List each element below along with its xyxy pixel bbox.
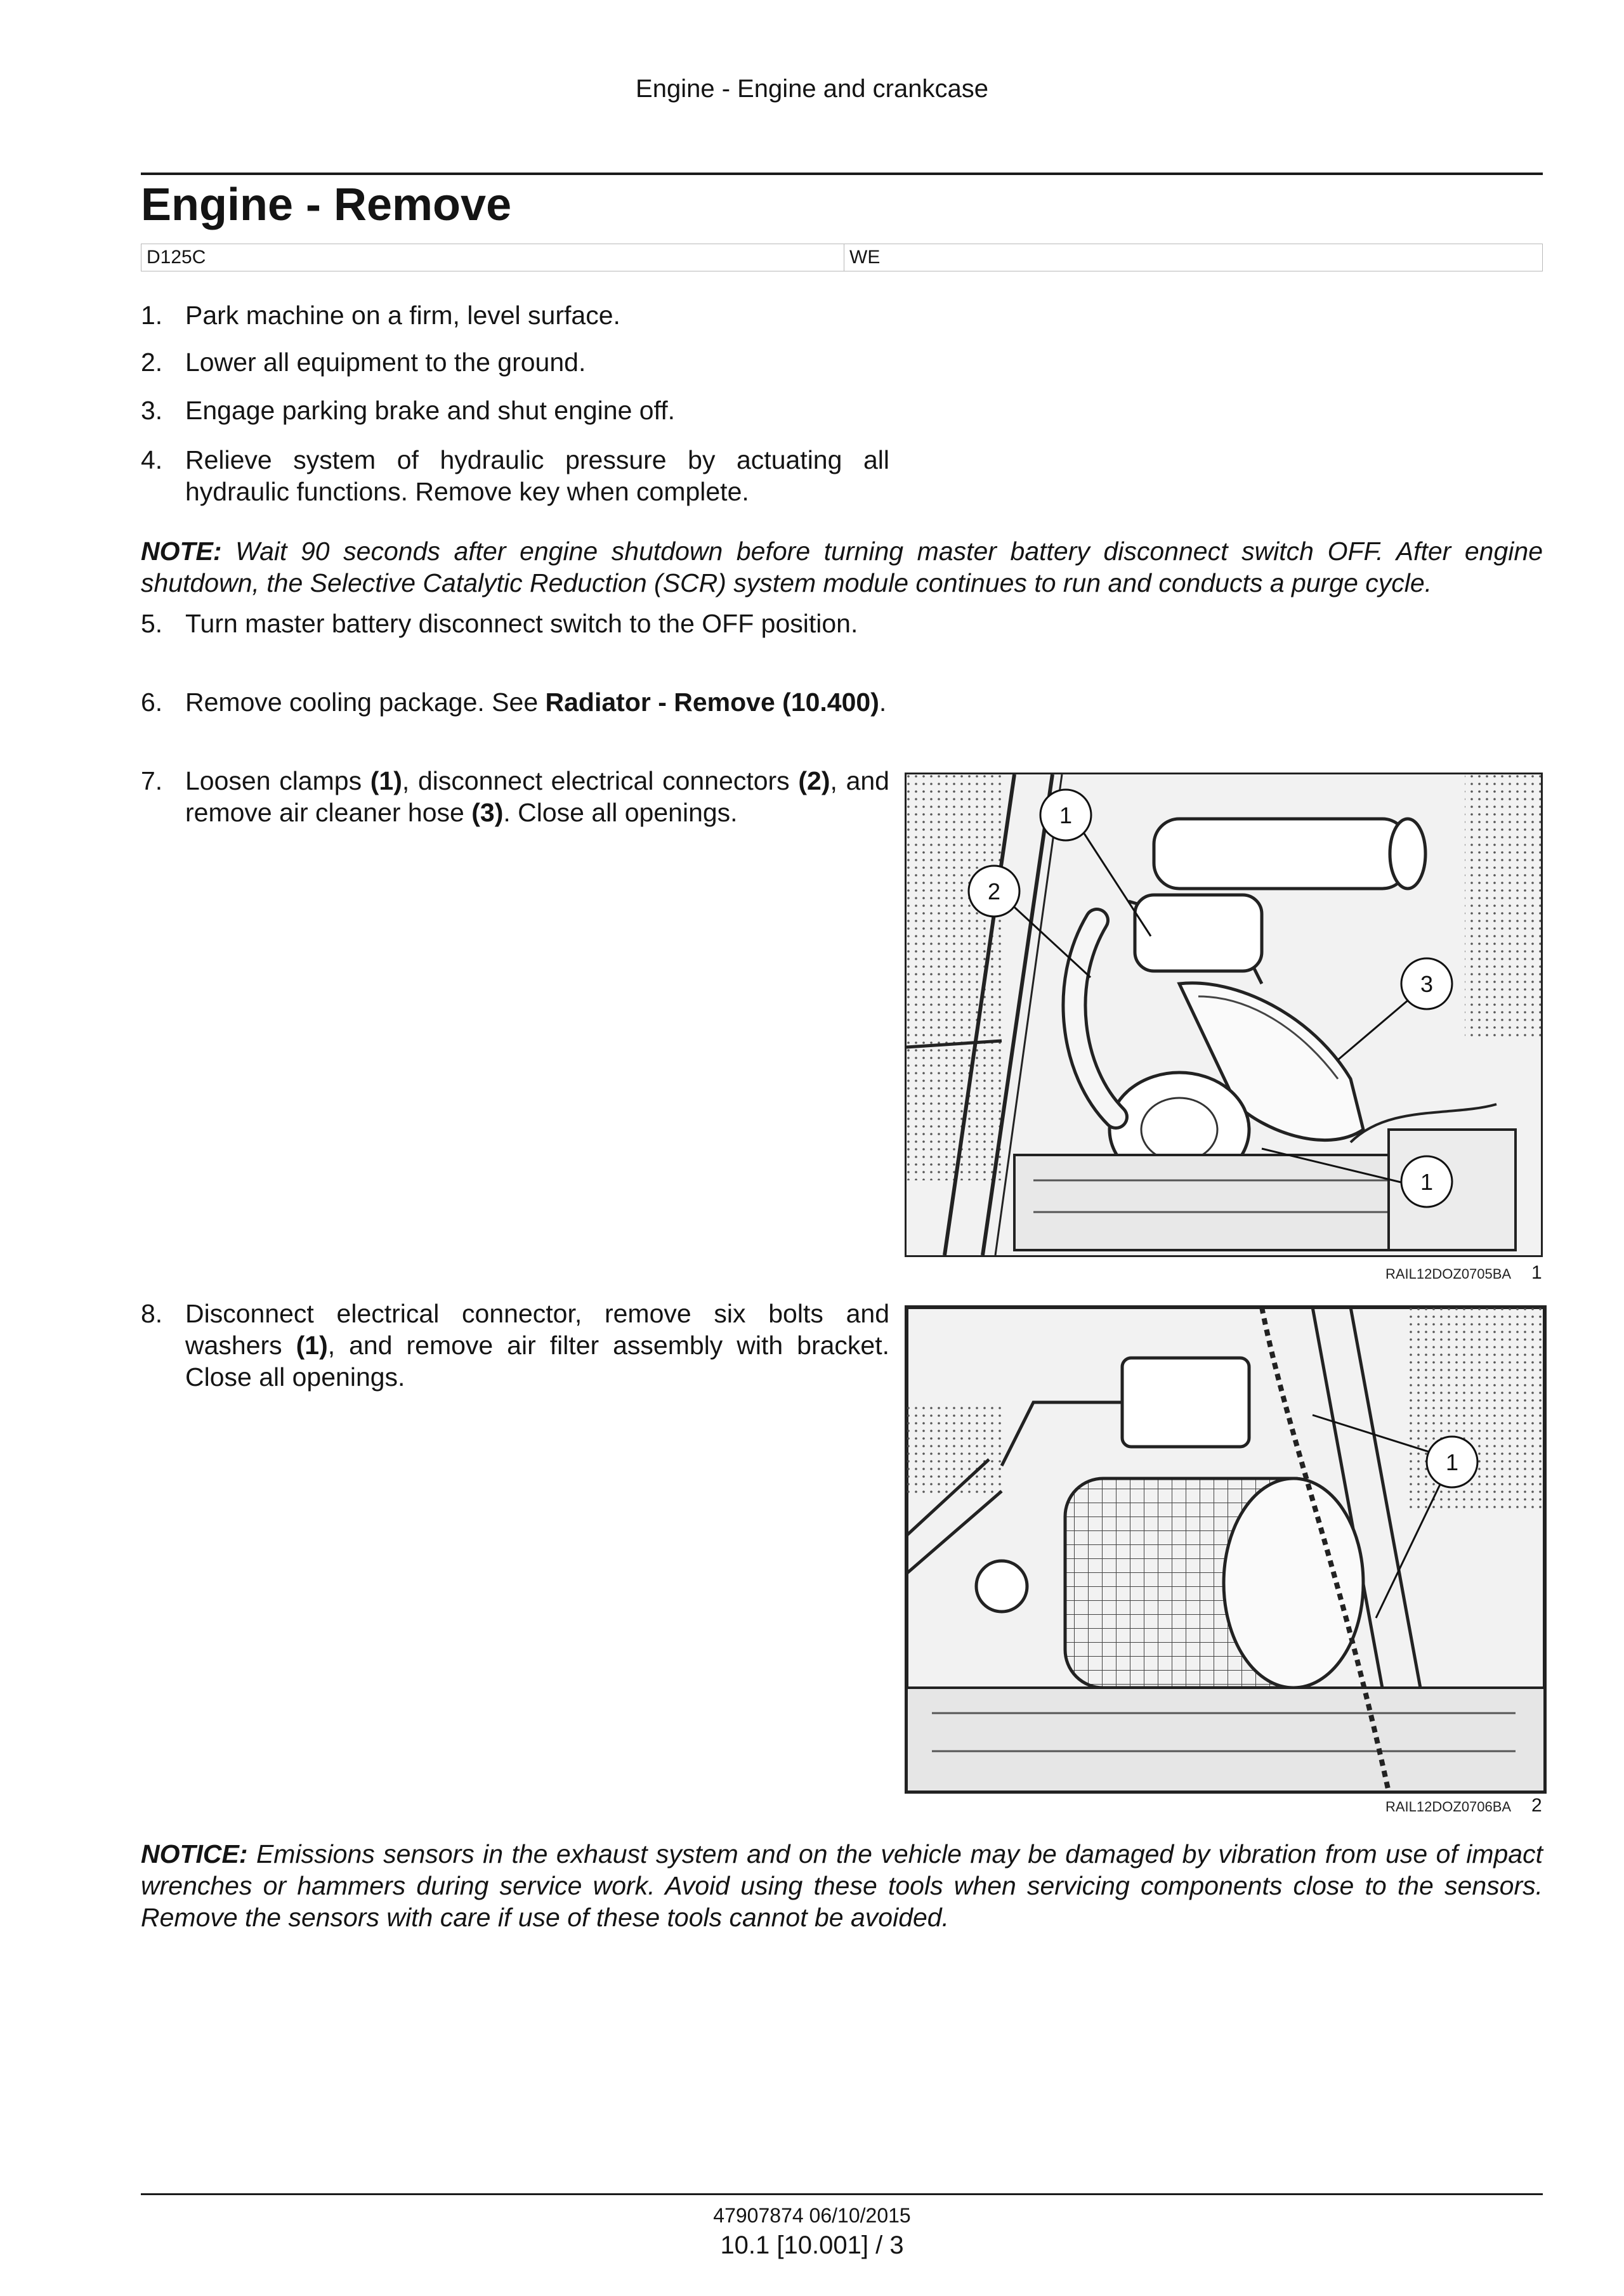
step-5 xyxy=(141,608,889,639)
callout-ref: (3) xyxy=(471,798,504,827)
step-6 xyxy=(141,686,889,718)
figure-1-caption: RAIL12DOZ0705BA xyxy=(1385,1266,1512,1282)
model-table xyxy=(141,244,1543,271)
step-text: Relieve system of hydraulic pressure by actuating all hydraulic functions. Remove key when complete. xyxy=(185,445,889,506)
step-text-part: . Close all openings. xyxy=(503,798,738,827)
callout-label: 1 xyxy=(1059,802,1073,828)
notice-text: Emissions sensors in the exhaust system and on the vehicle may be damaged by vibration from use of impact wrenches or hammers during service work. Avoid using these tools when servicing components close to the sensors. Remove the sensors with care if use of these tools cannot be avoided. xyxy=(141,1839,1543,1932)
step-8 xyxy=(141,1298,889,1393)
callout-label: 1 xyxy=(1420,1169,1434,1195)
step-text: Engage parking brake and shut engine off. xyxy=(185,396,675,425)
step-number: 1. xyxy=(141,301,163,330)
region-cell: WE xyxy=(849,247,881,268)
step-text-part: , disconnect electrical connectors xyxy=(402,766,799,795)
step-1 xyxy=(141,299,983,331)
step-text-part: , and remove air cleaner hose xyxy=(185,766,889,827)
step-number: 5. xyxy=(141,609,163,638)
air-filter-illustration xyxy=(907,1307,1545,1792)
step-number: 3. xyxy=(141,396,163,425)
figure-1-image xyxy=(905,773,1543,1257)
running-header: Engine - Engine and crankcase xyxy=(636,75,988,103)
figure-2-caption: RAIL12DOZ0706BA xyxy=(1385,1799,1512,1815)
header-rule xyxy=(141,173,1543,175)
note-block xyxy=(141,535,1543,599)
step-text-post: . xyxy=(879,688,887,717)
xref-link[interactable]: Radiator - Remove (10.400) xyxy=(545,688,879,717)
footer-rule xyxy=(141,2193,1543,2195)
callout-label: 2 xyxy=(987,878,1001,904)
figure-1-number: 1 xyxy=(1531,1262,1542,1283)
model-cell: D125C xyxy=(141,244,844,271)
step-number: 7. xyxy=(141,766,163,795)
step-number: 4. xyxy=(141,445,163,474)
step-text-part: Loosen clamps xyxy=(185,766,370,795)
step-text-part: , and remove air filter assembly with bracket. Close all openings. xyxy=(185,1331,889,1392)
note-text: Wait 90 seconds after engine shutdown before turning master battery disconnect switch OFF. After engine shutdown, the Selective Catalytic Reduction (SCR) system module continues to run and conducts a purge cycle. xyxy=(141,537,1543,597)
step-number: 2. xyxy=(141,348,163,377)
note-label: NOTE: xyxy=(141,537,222,566)
callout-label: 3 xyxy=(1420,971,1434,997)
notice-label: NOTICE: xyxy=(141,1839,248,1869)
step-text xyxy=(185,765,889,828)
callout-ref: (1) xyxy=(296,1331,328,1360)
step-2 xyxy=(141,346,983,378)
step-text: Turn master battery disconnect switch to the OFF position. xyxy=(185,609,858,638)
step-text xyxy=(185,686,889,718)
step-7 xyxy=(141,765,889,828)
step-text-part: Disconnect electrical connector, remove six bolts and washers xyxy=(185,1299,889,1360)
footer-doc-number: 47907874 06/10/2015 xyxy=(713,2204,911,2227)
step-number: 6. xyxy=(141,688,163,717)
engine-air-intake-illustration xyxy=(907,774,1541,1255)
step-4 xyxy=(141,444,889,507)
step-text: Lower all equipment to the ground. xyxy=(185,348,586,377)
page-title: Engine - Remove xyxy=(141,179,512,230)
figure-2-image xyxy=(905,1305,1547,1794)
callout-label: 1 xyxy=(1445,1449,1459,1475)
callout-ref: (1) xyxy=(370,766,402,795)
figure-2-number: 2 xyxy=(1531,1795,1542,1816)
footer-page-number: 10.1 [10.001] / 3 xyxy=(720,2231,904,2259)
callout-ref: (2) xyxy=(798,766,830,795)
step-text: Park machine on a firm, level surface. xyxy=(185,301,620,330)
step-text-pre: Remove cooling package. See xyxy=(185,688,546,717)
step-text xyxy=(185,1298,889,1393)
notice-block xyxy=(141,1838,1543,1933)
step-3 xyxy=(141,395,983,426)
step-number: 8. xyxy=(141,1299,163,1328)
